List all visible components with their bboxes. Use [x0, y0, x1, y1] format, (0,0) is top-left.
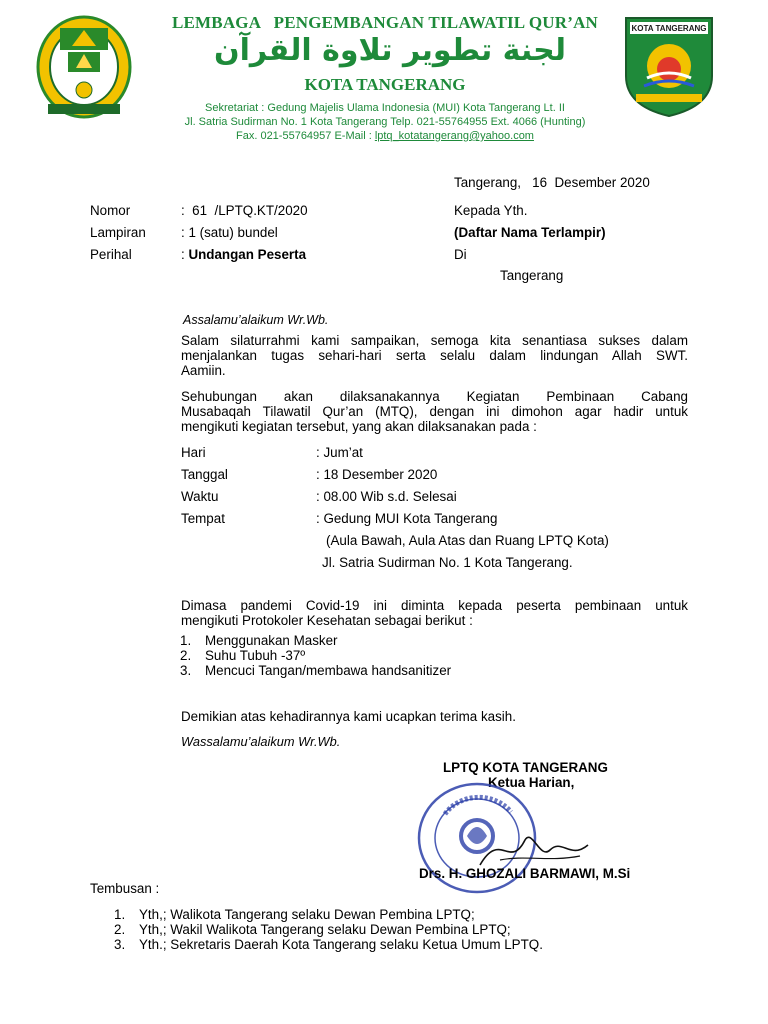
perihal-label: Perihal — [90, 247, 132, 262]
list-item: 1. Yth,; Walikota Tangerang selaku Dewan Pembina LPTQ; — [114, 907, 475, 922]
email-link[interactable]: lptq_kotatangerang@yahoo.com — [374, 130, 534, 142]
paragraph-3 — [181, 598, 688, 628]
tempat-line-2: (Aula Bawah, Aula Atas dan Ruang LPTQ Kota) — [326, 533, 609, 548]
list-item: 3. Mencuci Tangan/membawa handsanitizer — [180, 663, 452, 678]
detail-value-tempat: : Gedung MUI Kota Tangerang — [316, 511, 498, 526]
kepada-label: Kepada Yth. — [454, 203, 528, 218]
perihal-subject: Undangan Peserta — [188, 247, 307, 262]
signatory-name: Drs. H. GHOZALI BARMAWI, M.Si — [419, 866, 631, 881]
detail-label-waktu: Waktu — [181, 489, 219, 504]
greeting: Assalamu’alaikum Wr.Wb. — [183, 313, 329, 327]
list-item: 2. Yth,; Wakil Walikota Tangerang selaku Dewan Pembina LPTQ; — [114, 922, 511, 937]
signature-org: LPTQ KOTA TANGERANG — [443, 760, 608, 775]
detail-label-tanggal: Tanggal — [181, 467, 228, 482]
recipient: (Daftar Nama Terlampir) — [454, 225, 606, 240]
paragraph-3-line-2: mengikuti Protokoler Kesehatan sebagai berikut : — [181, 613, 473, 628]
list-item: 1. Menggunakan Masker — [180, 633, 338, 648]
perihal-colon: : — [181, 247, 189, 262]
list-item: 3. Yth.; Sekretaris Daerah Kota Tangerang selaku Ketua Umum LPTQ. — [114, 937, 543, 952]
lampiran-value: : 1 (satu) bundel — [181, 225, 278, 240]
address-line-3 — [130, 129, 640, 143]
detail-label-tempat: Tempat — [181, 511, 225, 526]
protocol-list — [180, 633, 451, 678]
paragraph-2-line-2: Musabaqah Tilawatil Qur’an (MTQ), dengan ini dimohon agar hadir untuk — [181, 404, 688, 419]
paragraph-3-line-1: Dimasa pandemi Covid-19 ini diminta kepada peserta pembinaan untuk — [181, 598, 688, 613]
perihal-value — [181, 246, 306, 263]
tembusan-label: Tembusan : — [90, 881, 160, 896]
place-date: Tangerang, 16 Desember 2020 — [454, 175, 650, 190]
lampiran-label: Lampiran — [90, 225, 146, 240]
fax-email-label: Fax. 021-55764957 E-Mail : — [236, 130, 375, 142]
nomor-label: Nomor — [90, 203, 131, 218]
paragraph-1 — [181, 333, 688, 378]
detail-value-hari: : Jum’at — [316, 445, 363, 460]
paragraph-2-line-3: mengikuti kegiatan tersebut, yang akan dilaksanakan pada : — [181, 419, 537, 434]
tembusan-list — [114, 907, 543, 952]
address-line-1: Sekretariat : Gedung Majelis Ulama Indonesia (MUI) Kota Tangerang Lt. II — [205, 102, 565, 114]
detail-label-hari: Hari — [181, 445, 206, 460]
svg-text:KOTA TANGERANG: KOTA TANGERANG — [631, 24, 707, 33]
org-city: KOTA TANGERANG — [304, 75, 466, 94]
address-line-2: Jl. Satria Sudirman No. 1 Kota Tangerang Telp. 021-55764955 Ext. 4066 (Hunting) — [184, 116, 586, 128]
paragraph-1-line-2: menjalankan tugas sehari-hari serta selalu dalam lindungan Allah SWT. — [181, 348, 688, 363]
paragraph-2-line-1: Sehubungan akan dilaksanakannya Kegiatan Pembinaan Cabang — [181, 389, 688, 404]
di-label: Di — [454, 247, 467, 262]
di-place: Tangerang — [500, 268, 564, 283]
paragraph-1-line-3: Aamiin. — [181, 363, 226, 378]
org-arabic-name: لجنة تطوير تلاوة القرآن — [214, 33, 566, 68]
detail-value-tanggal: : 18 Desember 2020 — [316, 467, 438, 482]
lptq-emblem-icon — [34, 12, 134, 122]
tempat-line-3: Jl. Satria Sudirman No. 1 Kota Tangerang. — [322, 555, 573, 570]
closing-sentence: Demikian atas kehadirannya kami ucapkan terima kasih. — [181, 709, 516, 724]
detail-value-waktu: : 08.00 Wib s.d. Selesai — [316, 489, 457, 504]
farewell: Wassalamu’alaikum Wr.Wb. — [181, 734, 341, 749]
signature-position: Ketua Harian, — [488, 775, 575, 790]
nomor-value: : 61 /LPTQ.KT/2020 — [181, 203, 308, 218]
paragraph-1-line-1: Salam silaturrahmi kami sampaikan, semoga kita senantiasa sukses dalam — [181, 333, 688, 348]
list-item: 2. Suhu Tubuh -37º — [180, 648, 306, 663]
org-name: LEMBAGA PENGEMBANGAN TILAWATIL QUR’AN — [171, 13, 599, 32]
paragraph-2 — [181, 389, 688, 434]
